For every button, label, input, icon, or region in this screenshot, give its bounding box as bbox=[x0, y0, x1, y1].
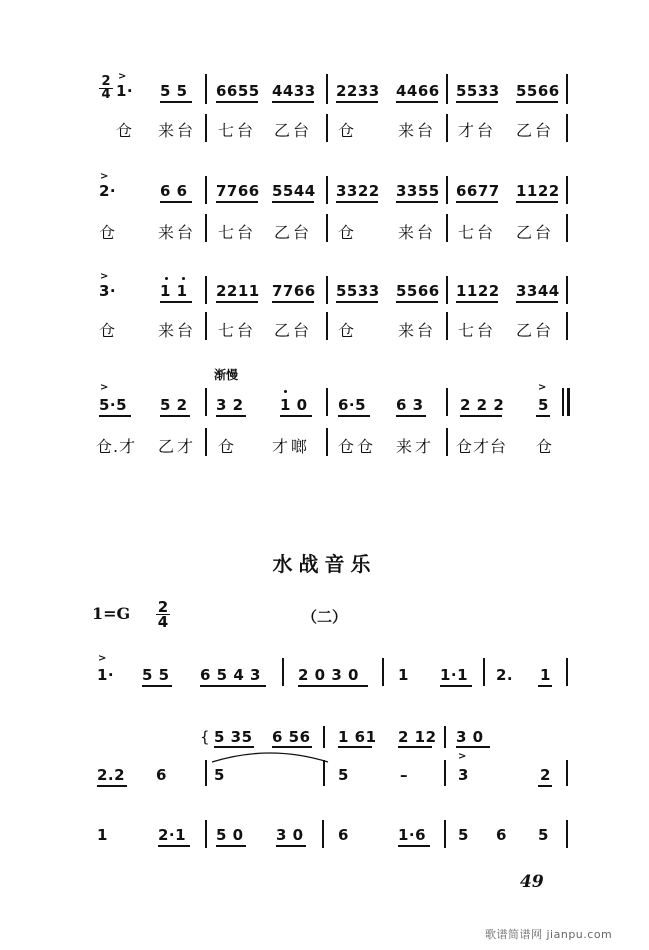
tempo-annotation: 渐慢 bbox=[214, 368, 239, 382]
beat-underline bbox=[97, 785, 127, 787]
note-group: 3 0 bbox=[276, 826, 304, 844]
beat-underline bbox=[516, 201, 558, 203]
bar-line bbox=[566, 312, 568, 340]
note-group: 2. bbox=[496, 666, 514, 684]
beat-underline bbox=[216, 415, 246, 417]
note-group: 3322 bbox=[336, 182, 380, 200]
beat-underline bbox=[160, 101, 192, 103]
beat-underline bbox=[440, 685, 472, 687]
beat-underline bbox=[398, 845, 430, 847]
octave-dot bbox=[182, 277, 185, 280]
note-group: 5 bbox=[338, 766, 349, 784]
note-group: 5 bbox=[538, 396, 549, 414]
beat-underline bbox=[538, 785, 552, 787]
note-group: 1122 bbox=[456, 282, 500, 300]
bar-line bbox=[446, 388, 448, 416]
bar-line bbox=[326, 388, 328, 416]
bar-line bbox=[326, 176, 328, 204]
note-group: 1 bbox=[398, 666, 409, 684]
tie-arc bbox=[210, 748, 330, 764]
bar-line bbox=[566, 74, 568, 104]
bar-line bbox=[446, 276, 448, 304]
lyric: 仓才台 bbox=[456, 437, 508, 456]
note-group: 5 0 bbox=[216, 826, 244, 844]
bar-line bbox=[326, 276, 328, 304]
bar-line bbox=[566, 820, 568, 848]
note-group: 6 bbox=[156, 766, 167, 784]
note-group: 6 3 bbox=[396, 396, 424, 414]
bar-line bbox=[566, 658, 568, 686]
bar-line bbox=[446, 74, 448, 104]
bar-line bbox=[446, 312, 448, 340]
beat-underline bbox=[536, 415, 550, 417]
beat-underline bbox=[516, 301, 558, 303]
lyric: 乙台 bbox=[516, 223, 555, 242]
bar-line bbox=[566, 214, 568, 242]
time-signature-bottom: 4 bbox=[157, 613, 169, 631]
lyric: 才台 bbox=[458, 121, 497, 140]
lyric: 来才 bbox=[396, 437, 435, 456]
note-group: 5 bbox=[538, 826, 549, 844]
beat-underline bbox=[160, 415, 190, 417]
beat-underline bbox=[280, 415, 312, 417]
lyric: 乙台 bbox=[274, 223, 313, 242]
bar-line bbox=[323, 726, 325, 748]
bar-line bbox=[566, 114, 568, 142]
note-group: 6 bbox=[496, 826, 507, 844]
lyric: 仓 bbox=[99, 223, 119, 242]
beat-underline bbox=[396, 301, 438, 303]
bar-line bbox=[446, 428, 448, 456]
bar-line bbox=[446, 214, 448, 242]
beat-underline bbox=[456, 301, 498, 303]
note-group: – bbox=[400, 766, 408, 784]
beat-underline bbox=[216, 301, 258, 303]
accent-mark: > bbox=[100, 382, 109, 393]
lyric: 七台 bbox=[458, 223, 497, 242]
beat-underline bbox=[298, 685, 368, 687]
lyric: 仓 bbox=[218, 437, 238, 456]
note-group: 5 bbox=[214, 766, 225, 784]
note-group: 1·1 bbox=[440, 666, 469, 684]
lyric: 来台 bbox=[398, 321, 437, 340]
lyric: 仓 bbox=[338, 321, 358, 340]
note-group: 1· bbox=[116, 82, 134, 100]
note-group: 6 5 4 3 bbox=[200, 666, 261, 684]
beat-underline bbox=[516, 101, 558, 103]
lyric: 来台 bbox=[158, 321, 197, 340]
lyric: 来台 bbox=[158, 121, 197, 140]
note-group: 3 bbox=[458, 766, 469, 784]
bar-line bbox=[446, 176, 448, 204]
accent-mark: > bbox=[538, 382, 547, 393]
beat-underline bbox=[336, 101, 378, 103]
lyric: 乙台 bbox=[516, 321, 555, 340]
note-group: 2 2 2 bbox=[460, 396, 505, 414]
beat-underline bbox=[456, 101, 498, 103]
bar-line bbox=[205, 428, 207, 456]
beat-underline bbox=[538, 685, 552, 687]
key-signature: 1=G bbox=[92, 604, 131, 623]
note-group: 2·1 bbox=[158, 826, 187, 844]
lyric: 仓.才 bbox=[96, 437, 137, 456]
bar-line bbox=[326, 74, 328, 104]
beat-underline bbox=[338, 746, 372, 748]
beat-underline bbox=[216, 845, 246, 847]
accent-mark: > bbox=[458, 751, 467, 762]
beat-underline bbox=[396, 415, 426, 417]
bar-line bbox=[446, 114, 448, 142]
note-group: 6·5 bbox=[338, 396, 367, 414]
note-group: 3 2 bbox=[216, 396, 244, 414]
accent-mark: > bbox=[100, 271, 109, 282]
bar-line bbox=[382, 658, 384, 686]
bar-line bbox=[323, 760, 325, 786]
beat-underline bbox=[272, 201, 314, 203]
octave-dot bbox=[284, 390, 287, 393]
note-group: 1122 bbox=[516, 182, 560, 200]
note-group: 1 bbox=[540, 666, 551, 684]
beat-underline bbox=[160, 201, 192, 203]
beat-underline bbox=[398, 746, 432, 748]
note-group: 5533 bbox=[336, 282, 380, 300]
bar-line bbox=[205, 74, 207, 104]
lyric: 仓 bbox=[338, 223, 358, 242]
bar-line bbox=[566, 176, 568, 204]
note-group: 1 bbox=[97, 826, 108, 844]
note-group: 6 56 bbox=[272, 728, 311, 746]
section-subtitle: （二） bbox=[302, 608, 348, 626]
bar-line bbox=[483, 658, 485, 686]
beat-underline bbox=[338, 415, 370, 417]
bar-line bbox=[326, 114, 328, 142]
note-group: 5544 bbox=[272, 182, 316, 200]
note-group: 1 1 bbox=[160, 282, 188, 300]
note-group: 1 0 bbox=[280, 396, 308, 414]
note-group: 1·6 bbox=[398, 826, 427, 844]
bar-line bbox=[205, 312, 207, 340]
lyric: 乙才 bbox=[158, 437, 197, 456]
note-group: 1 61 bbox=[338, 728, 377, 746]
page-number: 49 bbox=[520, 872, 544, 892]
note-group: 1· bbox=[97, 666, 115, 684]
bar-line bbox=[566, 276, 568, 304]
tie-arc-path bbox=[212, 753, 328, 762]
lyric: 乙台 bbox=[516, 121, 555, 140]
beat-underline bbox=[158, 845, 190, 847]
octave-dot bbox=[165, 277, 168, 280]
bar-line bbox=[282, 658, 284, 686]
lyric: 来台 bbox=[158, 223, 197, 242]
note-group: 2233 bbox=[336, 82, 380, 100]
note-group: 5 5 bbox=[142, 666, 170, 684]
time-signature bbox=[156, 600, 170, 629]
beat-underline bbox=[460, 415, 502, 417]
beat-underline bbox=[142, 685, 172, 687]
bar-line bbox=[326, 214, 328, 242]
note-group: 3· bbox=[99, 282, 117, 300]
lyric: 乙台 bbox=[274, 321, 313, 340]
lyric: 仓 bbox=[338, 121, 358, 140]
bar-line bbox=[205, 276, 207, 304]
bar-line bbox=[205, 176, 207, 204]
beat-underline bbox=[336, 201, 378, 203]
note-group: 3355 bbox=[396, 182, 440, 200]
bar-line bbox=[322, 820, 324, 848]
beat-underline bbox=[456, 746, 490, 748]
beat-underline bbox=[160, 301, 192, 303]
beat-underline bbox=[99, 415, 131, 417]
bracket: { bbox=[200, 728, 211, 746]
bar-line bbox=[205, 214, 207, 242]
bar-line bbox=[444, 820, 446, 848]
time-signature-top: 2 bbox=[157, 598, 169, 616]
note-group: 6 6 bbox=[160, 182, 188, 200]
lyric: 仓 bbox=[116, 121, 136, 140]
note-group: 3344 bbox=[516, 282, 560, 300]
note-group: 4466 bbox=[396, 82, 440, 100]
lyric: 来台 bbox=[398, 121, 437, 140]
lyric: 七台 bbox=[218, 223, 257, 242]
note-group: 2.2 bbox=[97, 766, 126, 784]
bar-line bbox=[205, 388, 207, 416]
beat-underline bbox=[396, 201, 438, 203]
lyric: 乙台 bbox=[274, 121, 313, 140]
beat-underline bbox=[396, 101, 438, 103]
accent-mark: > bbox=[118, 71, 127, 82]
note-group: 2 0 3 0 bbox=[298, 666, 359, 684]
final-bar-line bbox=[567, 388, 570, 416]
bar-line bbox=[326, 312, 328, 340]
lyric: 仓仓 bbox=[338, 437, 377, 456]
note-group: 2 12 bbox=[398, 728, 437, 746]
time-signature-bottom: 4 bbox=[101, 87, 111, 102]
beat-underline bbox=[272, 301, 314, 303]
bar-line bbox=[566, 760, 568, 786]
note-group: 4433 bbox=[272, 82, 316, 100]
bar-line bbox=[205, 820, 207, 848]
accent-mark: > bbox=[98, 653, 107, 664]
bar-line bbox=[205, 760, 207, 786]
bar-line bbox=[444, 726, 446, 748]
note-group: 3 0 bbox=[456, 728, 484, 746]
note-group: 2211 bbox=[216, 282, 260, 300]
beat-underline bbox=[276, 845, 306, 847]
note-group: 6 bbox=[338, 826, 349, 844]
note-group: 5 5 bbox=[160, 82, 188, 100]
lyric: 七台 bbox=[218, 121, 257, 140]
note-group: 5·5 bbox=[99, 396, 128, 414]
bar-line bbox=[444, 760, 446, 786]
beat-underline bbox=[200, 685, 266, 687]
time-signature bbox=[99, 76, 113, 101]
beat-underline bbox=[216, 201, 258, 203]
note-group: 6677 bbox=[456, 182, 500, 200]
note-group: 5533 bbox=[456, 82, 500, 100]
bar-line bbox=[562, 388, 564, 416]
beat-underline bbox=[272, 101, 314, 103]
beat-underline bbox=[336, 301, 378, 303]
beat-underline bbox=[456, 201, 498, 203]
lyric: 七台 bbox=[218, 321, 257, 340]
lyric: 才啷 bbox=[272, 437, 311, 456]
note-group: 7766 bbox=[272, 282, 316, 300]
note-group: 2 bbox=[540, 766, 551, 784]
note-group: 5 2 bbox=[160, 396, 188, 414]
lyric: 来台 bbox=[398, 223, 437, 242]
time-signature-top: 2 bbox=[101, 74, 111, 89]
lyric: 仓 bbox=[536, 437, 556, 456]
note-group: 6655 bbox=[216, 82, 260, 100]
note-group: 7766 bbox=[216, 182, 260, 200]
bar-line bbox=[326, 428, 328, 456]
bar-line bbox=[205, 114, 207, 142]
beat-underline bbox=[216, 101, 258, 103]
note-group: 5566 bbox=[396, 282, 440, 300]
accent-mark: > bbox=[100, 171, 109, 182]
lyric: 七台 bbox=[458, 321, 497, 340]
note-group: 2· bbox=[99, 182, 117, 200]
note-group: 5566 bbox=[516, 82, 560, 100]
watermark: 歌谱简谱网 jianpu.com bbox=[485, 928, 613, 941]
note-group: 5 bbox=[458, 826, 469, 844]
section-title: 水战音乐 bbox=[272, 552, 377, 576]
lyric: 仓 bbox=[99, 321, 119, 340]
note-group: 5 35 bbox=[214, 728, 253, 746]
